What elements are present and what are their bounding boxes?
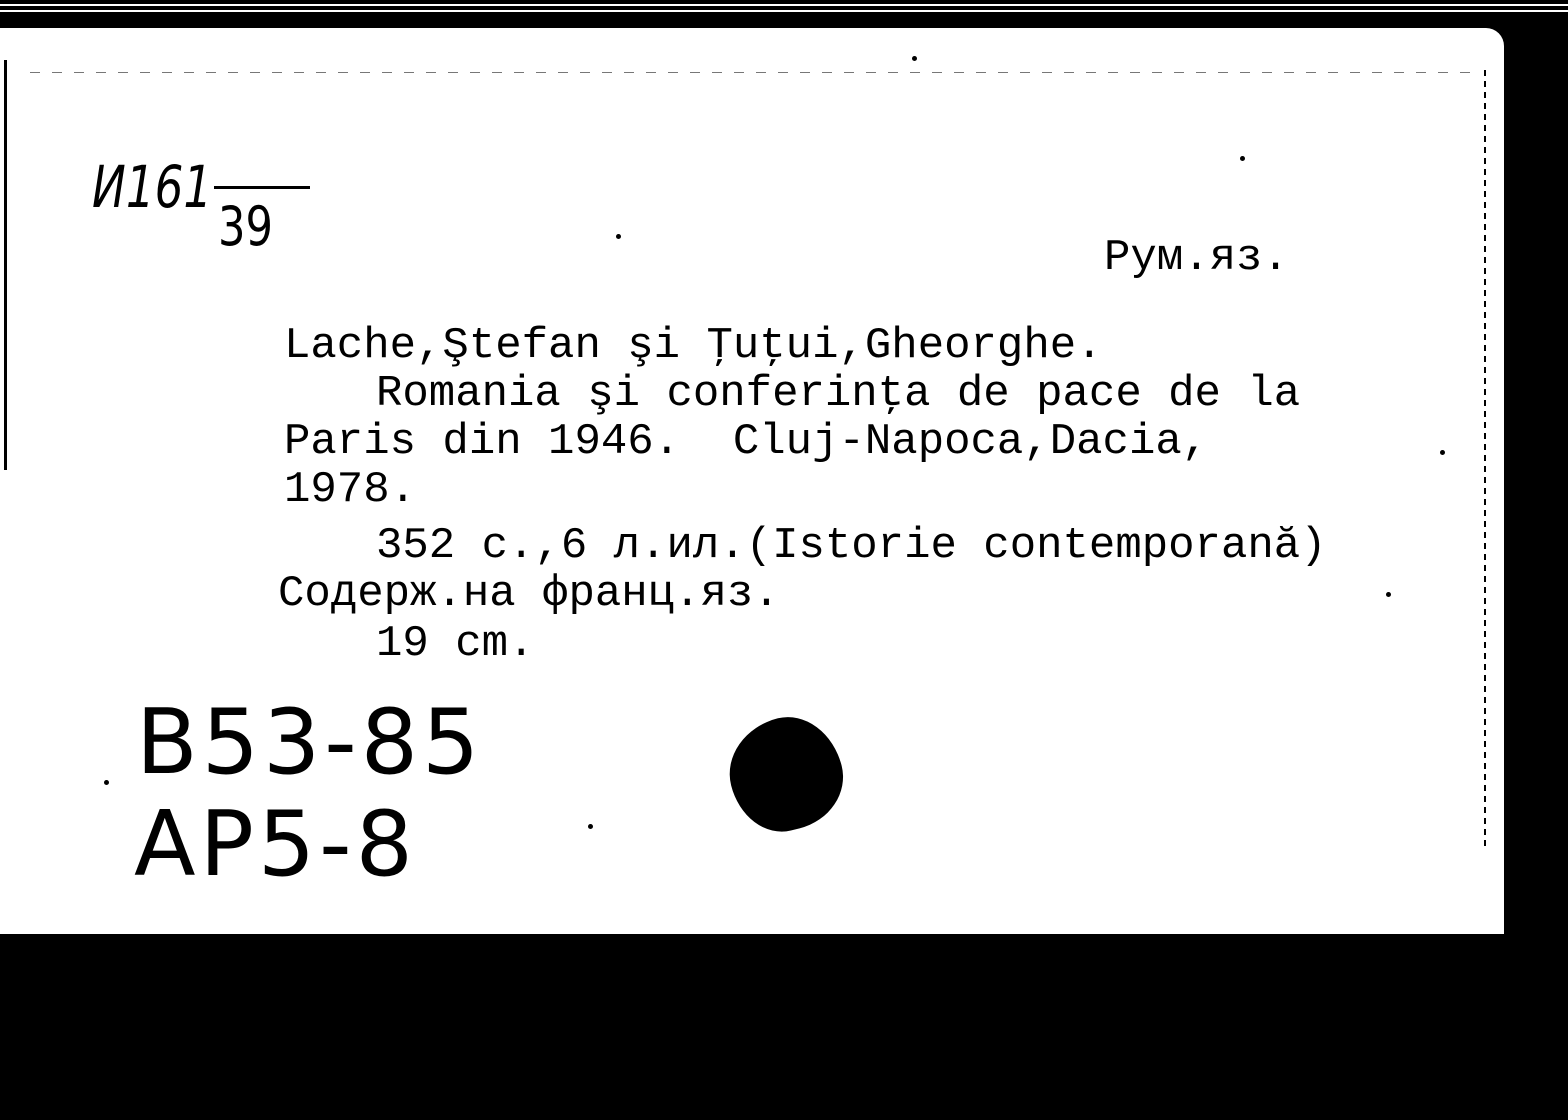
card-left-edge xyxy=(4,60,7,470)
contents-note-line: Содерж.на франц.яз. xyxy=(278,569,780,619)
author-line: Lache,Ştefan şi Ţuţui,Gheorghe. xyxy=(284,321,1103,371)
scan-edge-line xyxy=(0,10,1568,12)
call-number-fraction-line xyxy=(214,186,310,189)
speck xyxy=(912,56,917,61)
size-line: 19 cm. xyxy=(376,619,535,669)
title-line: Romania şi conferinţa de pace de la xyxy=(376,369,1301,419)
imprint-line: Paris din 1946. Cluj-Napoca,Dacia, xyxy=(284,417,1209,467)
speck xyxy=(588,824,593,829)
card-top-rule xyxy=(30,72,1480,73)
speck xyxy=(1386,592,1391,597)
speck xyxy=(1240,156,1245,161)
pagination-line: 352 c.,6 л.ил.(Istorie contemporană) xyxy=(376,521,1327,571)
speck xyxy=(104,780,109,785)
year-line: 1978. xyxy=(284,465,417,515)
language-note: Рум.яз. xyxy=(1104,233,1289,283)
scan-edge-line xyxy=(0,4,1568,6)
shelf-mark: B53-85 xyxy=(136,690,484,795)
call-number: И161 xyxy=(92,153,213,221)
speck xyxy=(1440,450,1445,455)
call-number-denominator: 39 xyxy=(218,195,273,258)
shelf-mark: AP5-8 xyxy=(134,792,417,897)
card-right-edge xyxy=(1484,70,1486,850)
speck xyxy=(616,234,621,239)
